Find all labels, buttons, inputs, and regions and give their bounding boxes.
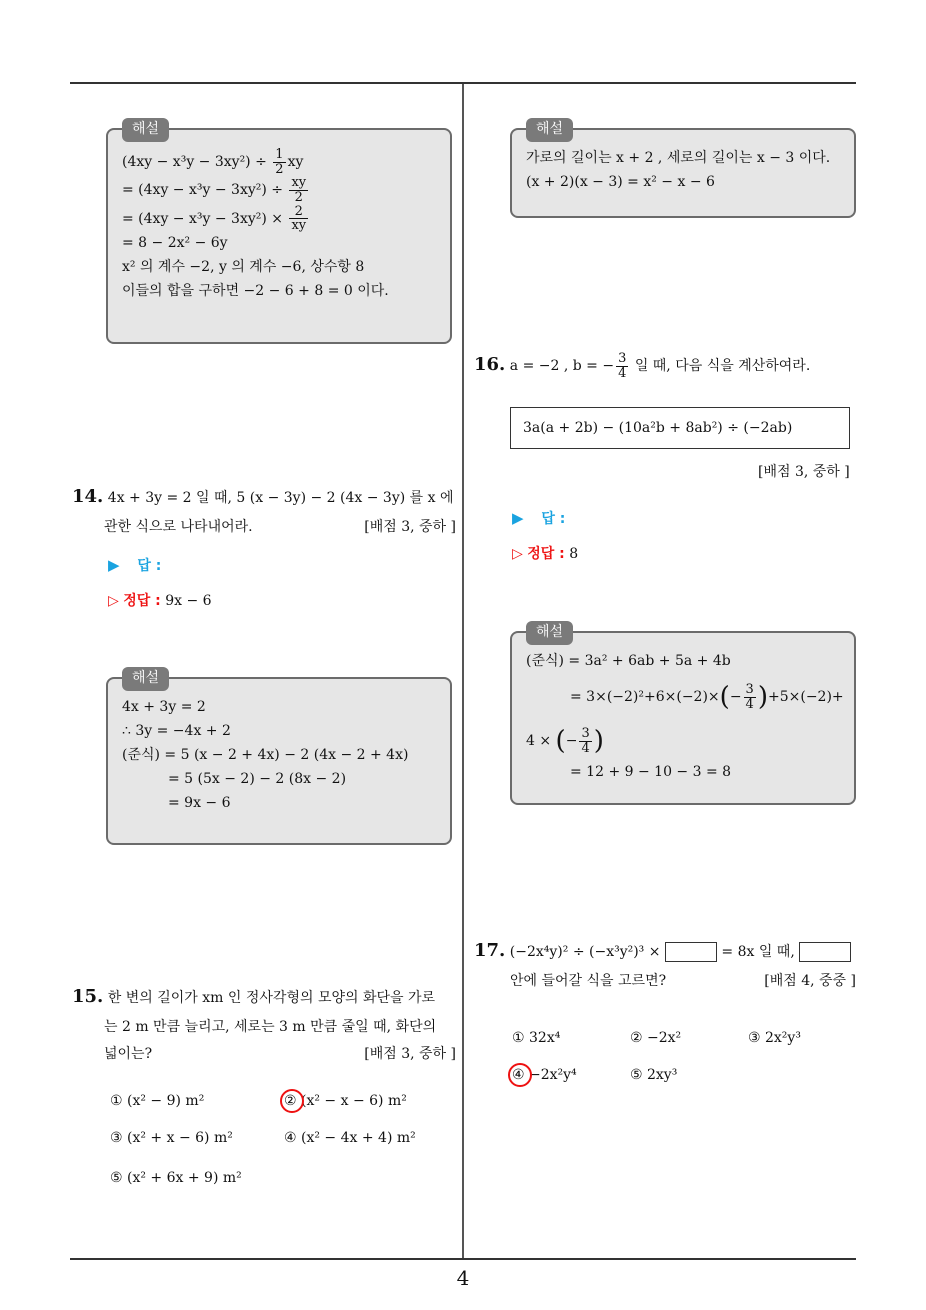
sol16-line3: 4 × (− $\frac{3}{4}$ ) <box>526 726 604 757</box>
question-text: = 8x 일 때, <box>721 944 795 960</box>
question-17 <box>474 940 851 962</box>
correct-answer-16 <box>512 543 578 563</box>
correct-label: 정답 : <box>527 546 565 562</box>
difficulty-tag: [배점 3, 중하 ] <box>364 1045 456 1062</box>
option-2[interactable]: ② −2x² <box>630 1030 682 1046</box>
answer-row-14 <box>108 555 161 575</box>
sol13-line3: = (4xy − x³y − 3xy²) × $\frac{2}{xy}$ <box>122 203 307 234</box>
option-3[interactable]: ③ (x² + x − 6) m² <box>110 1130 233 1146</box>
sol13-line1: (4xy − x³y − 3xy²) ÷ $\frac{1}{2}$ xy <box>122 147 304 177</box>
play-triangle-icon: ▶ <box>512 509 524 527</box>
sol14-line2: ∴ 3y = −4x + 2 <box>122 723 231 739</box>
sol14-line4: = 5 (5x − 2) − 2 (8x − 2) <box>168 771 347 787</box>
sol13-line4: = 8 − 2x² − 6y <box>122 234 228 251</box>
column-divider <box>462 84 464 1258</box>
option-4[interactable]: ④ −2x²y⁴ <box>512 1067 577 1083</box>
answer-row-16 <box>512 508 565 528</box>
blank-box <box>665 942 717 962</box>
sol16-line2: = 3×(−2)²+6×(−2)×(− $\frac{3}{4}$ )+5×(−2)+ <box>570 682 844 712</box>
expression-box: 3a(a + 2b) − (10a²b + 8ab²) ÷ (−2ab) <box>510 407 850 449</box>
question-text: 넓이는? <box>104 1045 153 1062</box>
difficulty-tag: [배점 3, 중하 ] <box>364 519 456 536</box>
solution-box-16 <box>510 624 856 805</box>
difficulty-tag: [배점 4, 중중 ] <box>764 973 856 989</box>
question-14 <box>72 480 456 541</box>
option-3[interactable]: ③ 2x²y³ <box>748 1030 801 1046</box>
outline-triangle-icon: ▷ <box>512 546 523 562</box>
difficulty-tag: [배점 3, 중하 ] <box>758 464 850 480</box>
selected-circle-mark <box>508 1063 532 1087</box>
sol13-line6: 이들의 합을 구하면 −2 − 6 + 8 = 0 이다. <box>122 282 389 299</box>
correct-value: 8 <box>569 546 579 562</box>
solution-label: 해설 <box>122 667 169 691</box>
solution-label: 해설 <box>122 118 169 142</box>
sol14-line1: 4x + 3y = 2 <box>122 699 206 715</box>
question-number: 14. <box>72 486 104 507</box>
solution-box-13 <box>106 121 452 344</box>
bottom-rule <box>70 1258 856 1260</box>
sol16-line1: (준식) = 3a² + 6ab + 5a + 4b <box>526 653 731 669</box>
page-number: 4 <box>456 1266 470 1290</box>
option-5[interactable]: ⑤ (x² + 6x + 9) m² <box>110 1170 242 1186</box>
option-2[interactable]: ② (x² − x − 6) m² <box>284 1093 407 1109</box>
solution-label: 해설 <box>526 621 573 645</box>
question-text: 일 때, 다음 식을 계산하여라. <box>634 358 811 375</box>
selected-circle-mark <box>280 1089 304 1113</box>
question-text: 4x + 3y = 2 일 때, 5 (x − 3y) − 2 (4x − 3y) 를 x 에 <box>107 490 454 506</box>
sol15-line1: 가로의 길이는 x + 2 , 세로의 길이는 x − 3 이다. <box>526 150 831 166</box>
correct-label: 정답 : <box>123 593 161 609</box>
question-text: a = −2 , b = − <box>509 358 615 375</box>
answer-label: 답 : <box>541 511 566 527</box>
sol14-line3: (준식) = 5 (x − 2 + 4x) − 2 (4x − 2 + 4x) <box>122 747 409 763</box>
question-text: 한 변의 길이가 xm 인 정사각형의 모양의 화단을 가로 <box>107 990 436 1006</box>
question-text: 안에 들어갈 식을 고르면? <box>510 973 667 989</box>
question-16: 16. a = −2 , b = − $\frac{3}{4}$ 일 때, 다음 식을 계산하여라. <box>474 351 811 381</box>
question-number: 15. <box>72 986 104 1007</box>
question-text: (−2x⁴y)² ÷ (−x³y²)³ × <box>509 944 661 960</box>
sol13-line2: = (4xy − x³y − 3xy²) ÷ $\frac{xy}{2}$ <box>122 175 307 205</box>
answer-label: 답 : <box>137 558 162 574</box>
sol16-line4: = 12 + 9 − 10 − 3 = 8 <box>570 763 732 780</box>
outline-triangle-icon: ▷ <box>108 593 119 609</box>
solution-label: 해설 <box>526 118 573 142</box>
question-17-line2 <box>510 970 856 990</box>
question-number: 17. <box>474 940 506 961</box>
correct-answer-14 <box>108 590 212 610</box>
correct-value: 9x − 6 <box>165 593 212 609</box>
question-text: 관한 식으로 나타내어라. <box>104 519 253 536</box>
solution-box-15 <box>510 121 856 218</box>
question-text: 는 2 m 만큼 늘리고, 세로는 3 m 만큼 줄일 때, 화단의 <box>104 1019 437 1036</box>
option-4[interactable]: ④ (x² − 4x + 4) m² <box>284 1130 416 1146</box>
question-15 <box>72 980 456 1067</box>
sol14-line5: = 9x − 6 <box>168 795 231 811</box>
option-1[interactable]: ① 32x⁴ <box>512 1030 561 1046</box>
play-triangle-icon: ▶ <box>108 556 120 574</box>
blank-box <box>799 942 851 962</box>
solution-box-14 <box>106 670 452 845</box>
question-number: 16. <box>474 354 506 376</box>
option-5[interactable]: ⑤ 2xy³ <box>630 1067 678 1083</box>
option-1[interactable]: ① (x² − 9) m² <box>110 1093 205 1109</box>
sol13-line5: x² 의 계수 −2, y 의 계수 −6, 상수항 8 <box>122 258 365 275</box>
sol15-line2: (x + 2)(x − 3) = x² − x − 6 <box>526 174 715 190</box>
